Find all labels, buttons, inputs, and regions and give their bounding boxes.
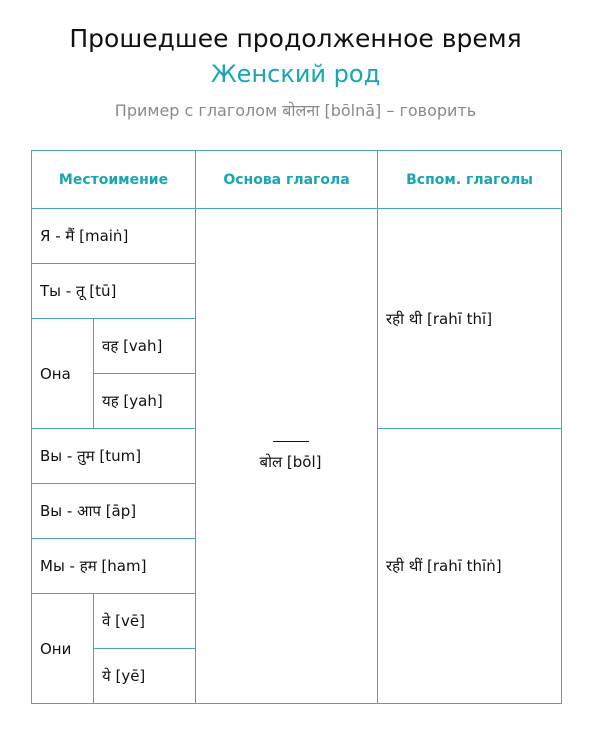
header-aux-verbs: Вспом. глаголы — [378, 151, 562, 209]
pronoun-vy-ap: Вы - आप [āp] — [32, 484, 196, 539]
pronoun-oni-ve: वे [vē] — [94, 594, 196, 649]
pronoun-my: Мы - हम [ham] — [32, 539, 196, 594]
pronoun-oni: Они — [32, 594, 94, 704]
table-header-row — [32, 151, 562, 209]
header-verb-stem: Основа глагола — [196, 151, 378, 209]
verb-stem: बोल [bōl] — [259, 452, 322, 471]
verb-stem-cell — [196, 209, 378, 704]
example-note: Пример с глаголом बोलना [bōlnā] – говорить — [114, 101, 477, 120]
page-title: Прошедшее продолженное время — [69, 24, 522, 53]
pronoun-ty: Ты - तू [tū] — [32, 264, 196, 319]
pronoun-ona: Она — [32, 319, 94, 429]
pronoun-vy-tum: Вы - तुम [tum] — [32, 429, 196, 484]
pronoun-oni-ye: ये [yē] — [94, 649, 196, 704]
conjugation-table — [31, 150, 562, 704]
stem-dash — [273, 441, 309, 442]
pronoun-ona-yah: यह [yah] — [94, 374, 196, 429]
pronoun-ona-vah: वह [vah] — [94, 319, 196, 374]
aux-plural: रही थीं [rahī thīṅ] — [378, 429, 562, 704]
pronoun-ya: Я - मैं [maiṅ] — [32, 209, 196, 264]
table-row — [32, 209, 562, 264]
aux-singular: रही थी [rahī thī] — [378, 209, 562, 429]
header-pronoun: Местоимение — [32, 151, 196, 209]
page-subtitle: Женский род — [210, 60, 381, 88]
